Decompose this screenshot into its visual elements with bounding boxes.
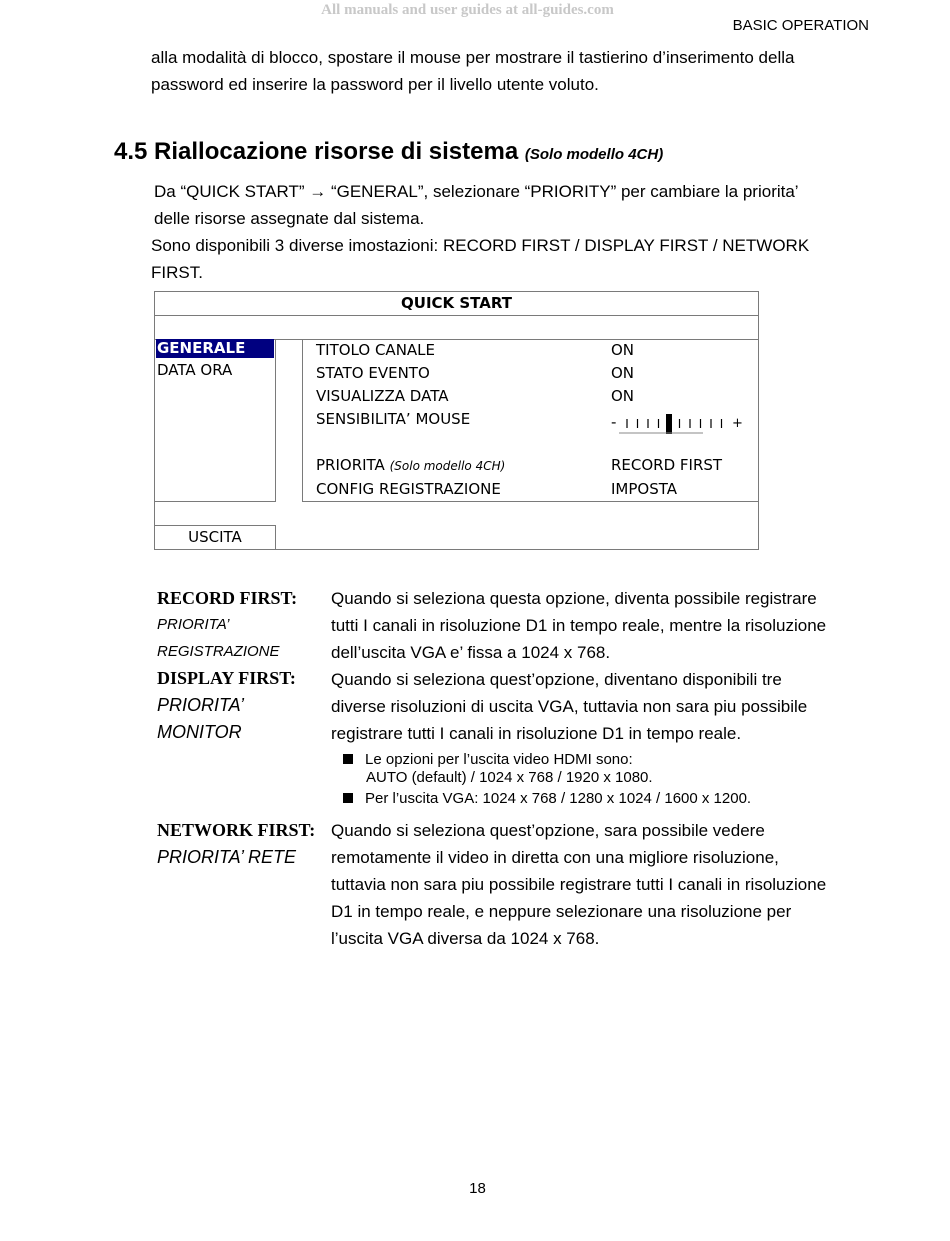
section-heading: [114, 138, 663, 166]
bullet-text: Le opzioni per l’uscita video HDMI sono:: [365, 751, 633, 768]
text-line: remotamente il video in diretta con una migliore risoluzione,: [331, 848, 779, 867]
term-network-first: NETWORK FIRST:: [157, 820, 316, 840]
setting-label: SENSIBILITA’ MOUSE: [316, 410, 471, 428]
setting-value[interactable]: ON: [611, 364, 635, 382]
text-line: Quando si seleziona quest’opzione, diventano disponibili tre: [331, 670, 782, 689]
running-header: BASIC OPERATION: [732, 17, 869, 34]
text-line: l’uscita VGA diversa da 1024 x 768.: [331, 929, 600, 948]
text-line: tutti I canali in risoluzione D1 in tempo reale, mentre la risoluzione: [331, 616, 827, 635]
term-sub: PRIORITA’ RETE: [157, 847, 297, 867]
slider-tick: [658, 419, 659, 428]
slider-tick: [679, 419, 680, 428]
slider-thumb[interactable]: [666, 414, 672, 434]
list-item: [343, 790, 751, 808]
priority-note: (Solo modello 4CH): [389, 459, 506, 473]
text-line: tuttavia non sara piu possibile registrare tutti I canali in risoluzione: [331, 875, 827, 894]
text-line: FIRST.: [151, 263, 203, 282]
slider-tick: [637, 419, 638, 428]
setting-value[interactable]: ON: [611, 387, 635, 405]
list-item: [343, 751, 653, 787]
text-line: diverse risoluzioni di uscita VGA, tuttavia non sara piu possibile: [331, 697, 808, 716]
slider-tick: [721, 419, 722, 428]
setting-label: TITOLO CANALE: [316, 341, 436, 359]
text-line: delle risorse assegnate dal sistema.: [154, 209, 425, 228]
text-line: Quando si seleziona quest’opzione, sara possibile vedere: [331, 821, 765, 840]
term-record-first: RECORD FIRST:: [157, 588, 298, 608]
section-title: 4.5 Riallocazione risorse di sistema: [114, 138, 519, 165]
setting-value[interactable]: ON: [611, 341, 635, 359]
term-sub: PRIORITA’: [157, 616, 230, 633]
setting-label: VISUALIZZA DATA: [316, 387, 449, 405]
setting-value[interactable]: IMPOSTA: [611, 480, 677, 498]
quick-start-settings: [302, 339, 759, 502]
bullet-text: Per l’uscita VGA: 1024 x 768 / 1280 x 1024 / 1600 x 1200.: [365, 790, 752, 807]
slider-tick: [700, 419, 701, 428]
mouse-sensitivity-slider[interactable]: [611, 413, 751, 439]
menu-item-generale[interactable]: GENERALE: [156, 339, 274, 358]
text-line: password ed inserire la password per il livello utente voluto.: [151, 75, 599, 94]
text-line: registrare tutti I canali in risoluzione D1 in tempo reale.: [331, 724, 742, 743]
term-sub: MONITOR: [157, 722, 242, 742]
definition-network-first: [331, 817, 871, 952]
text-line: alla modalità di blocco, spostare il mouse per mostrare il tastierino d’inserimento della: [151, 48, 795, 67]
definition-display-first: [331, 666, 871, 747]
text-line: Sono disponibili 3 diverse imostazioni: RECORD FIRST / DISPLAY FIRST / NETWORK: [151, 236, 810, 255]
slider-tick: [689, 419, 690, 428]
setting-label: CONFIG REGISTRAZIONE: [316, 480, 501, 498]
exit-button[interactable]: USCITA: [155, 525, 276, 549]
term-sub: PRIORITA’: [157, 695, 245, 715]
quick-start-title: QUICK START: [155, 292, 758, 316]
text-line: Da “QUICK START” → “GENERAL”, selezionare “PRIORITY” per cambiare la priorita’: [154, 182, 799, 201]
slider-tick: [710, 419, 711, 428]
bullet-square-icon: [343, 754, 353, 764]
setting-label: [316, 454, 505, 476]
text-line: D1 in tempo reale, e neppure selezionare una risoluzione per: [331, 902, 792, 921]
quick-start-menu: [154, 291, 759, 550]
intro-paragraph: [151, 44, 794, 98]
paragraph-2: [151, 232, 809, 286]
priority-value[interactable]: RECORD FIRST: [611, 456, 723, 474]
priority-label: PRIORITA: [316, 456, 385, 474]
page-number: 18: [469, 1180, 486, 1197]
menu-item-data-ora[interactable]: DATA ORA: [157, 361, 233, 379]
slider-minus: -: [611, 413, 617, 431]
text-line: dell’uscita VGA e’ fissa a 1024 x 768.: [331, 643, 611, 662]
text-line: Quando si seleziona questa opzione, diventa possibile registrare: [331, 589, 817, 608]
term-display-first: DISPLAY FIRST:: [157, 668, 296, 688]
bullet-square-icon: [343, 793, 353, 803]
term-sub: REGISTRAZIONE: [157, 643, 280, 660]
slider-plus: +: [732, 416, 743, 431]
definition-record-first: [331, 585, 871, 666]
slider-tick: [626, 419, 627, 428]
setting-label: STATO EVENTO: [316, 364, 430, 382]
slider-tick: [647, 419, 648, 428]
watermark: All manuals and user guides at all-guides.com: [321, 2, 614, 18]
quick-start-sidebar: [155, 339, 276, 502]
section-subtitle: (Solo modello 4CH): [524, 146, 664, 163]
bullet-text-continuation: AUTO (default) / 1024 x 768 / 1920 x 1080.: [366, 769, 653, 786]
paragraph-1: [154, 178, 799, 232]
